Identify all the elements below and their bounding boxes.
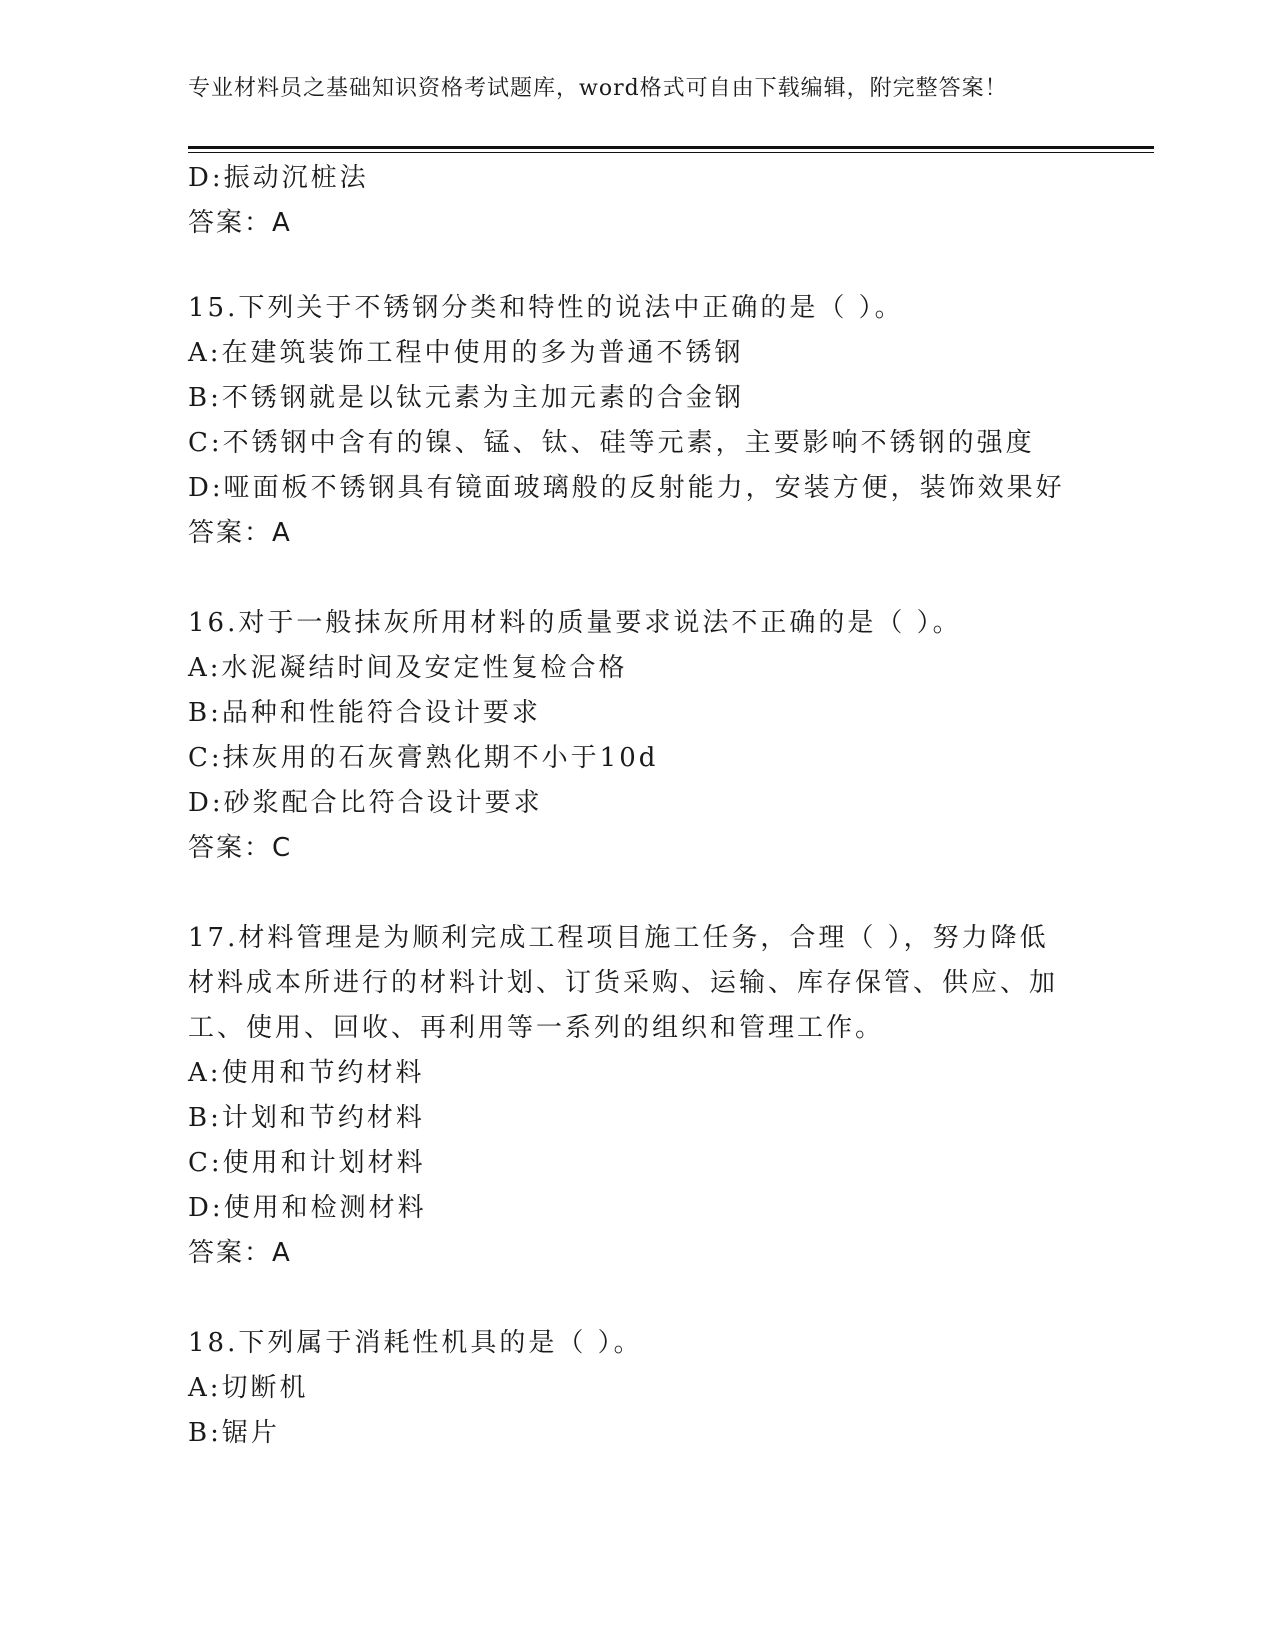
- answer-line: 答案：A: [188, 1238, 292, 1268]
- question-line: 16.对于一般抹灰所用材料的质量要求说法不正确的是（ ）。: [188, 608, 962, 638]
- header-rule-thick: [188, 146, 1154, 149]
- question-line: 18.下列属于消耗性机具的是（ ）。: [188, 1328, 643, 1358]
- header-rule-thin: [188, 152, 1154, 153]
- option-line: D:振动沉桩法: [188, 163, 369, 193]
- option-line: B:品种和性能符合设计要求: [188, 698, 541, 728]
- option-line: D:哑面板不锈钢具有镜面玻璃般的反射能力，安装方便，装饰效果好: [188, 473, 1065, 503]
- option-line: D:砂浆配合比符合设计要求: [188, 788, 543, 818]
- option-line: B:锯片: [188, 1418, 280, 1448]
- option-line: C:抹灰用的石灰膏熟化期不小于10d: [188, 743, 659, 773]
- answer-line: 答案：A: [188, 518, 292, 548]
- page-header: 专业材料员之基础知识资格考试题库，word格式可自由下载编辑，附完整答案！: [188, 76, 1008, 101]
- option-line: C:不锈钢中含有的镍、锰、钛、硅等元素，主要影响不锈钢的强度: [188, 428, 1035, 458]
- question-line: 17.材料管理是为顺利完成工程项目施工任务，合理（ ），努力降低: [188, 923, 1049, 953]
- option-line: D:使用和检测材料: [188, 1193, 427, 1223]
- option-line: A:切断机: [188, 1373, 309, 1403]
- option-line: A:水泥凝结时间及安定性复检合格: [188, 653, 628, 683]
- option-line: C:使用和计划材料: [188, 1148, 426, 1178]
- option-line: B:不锈钢就是以钛元素为主加元素的合金钢: [188, 383, 744, 413]
- question-line: 工、使用、回收、再利用等一系列的组织和管理工作。: [188, 1013, 885, 1043]
- option-line: A:在建筑装饰工程中使用的多为普通不锈钢: [188, 338, 744, 368]
- answer-line: 答案：A: [188, 208, 292, 238]
- option-line: A:使用和节约材料: [188, 1058, 425, 1088]
- answer-line: 答案：C: [188, 833, 293, 863]
- option-line: B:计划和节约材料: [188, 1103, 425, 1133]
- question-line: 15.下列关于不锈钢分类和特性的说法中正确的是（ ）。: [188, 293, 904, 323]
- question-line: 材料成本所进行的材料计划、订货采购、运输、库存保管、供应、加: [188, 968, 1059, 998]
